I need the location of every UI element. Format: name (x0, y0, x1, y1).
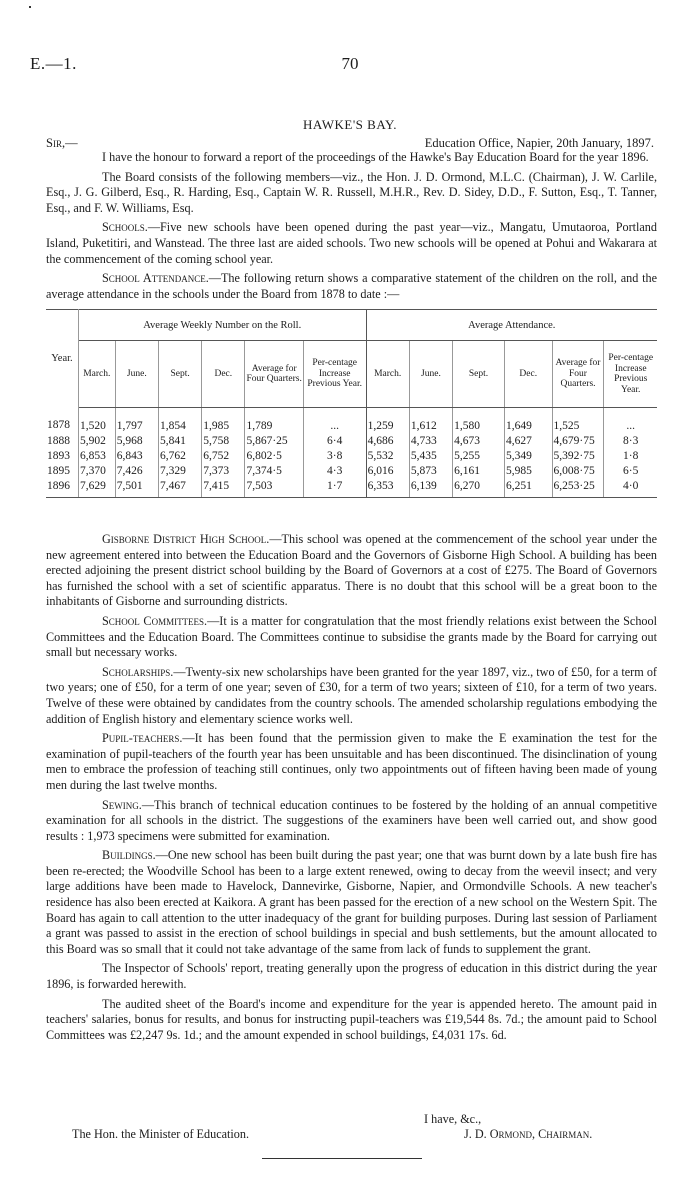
table-body (46, 408, 657, 498)
table-cell: 7,503 (245, 478, 303, 498)
sewing-heading: Sewing. (102, 797, 142, 812)
table-cell: 6,251 (504, 478, 552, 498)
para-sewing (46, 798, 657, 845)
main-body (46, 532, 657, 1047)
table-cell: 6·4 (303, 433, 366, 448)
table-cell: 1,525 (552, 408, 604, 434)
year-cell: 1893 (46, 448, 78, 463)
col-header: Sept. (453, 341, 505, 408)
col-header: Dec. (202, 341, 245, 408)
table-cell: 6,752 (202, 448, 245, 463)
col-header: Per-centage Increase Previous Year. (303, 341, 366, 408)
para-gisborne (46, 532, 657, 610)
signature: J. D. Ormond, Chairman. (464, 1127, 593, 1141)
table-cell: 8·3 (623, 434, 639, 447)
buildings-heading: Buildings. (102, 848, 156, 863)
year-cell: 1896 (46, 478, 78, 498)
table-cell: 4,686 (366, 433, 409, 448)
table-cell: 6,853 (78, 448, 115, 463)
table-cell: 5,841 (158, 433, 201, 448)
table-cell: 7,374·5 (245, 463, 303, 478)
section-title: HAWKE'S BAY. (303, 117, 397, 132)
table-cell: 1·8 (623, 449, 639, 462)
table-cell: 1·7 (303, 478, 366, 498)
table-cell: 6,843 (115, 448, 158, 463)
schools-text: —Five new schools have been opened during the past year—viz., Mangatu, Umutaoroa, Portland Island, Puketitiri, and Wanstead. The three last are aided schools. Two new schools will be opened at Pohui and Wakarara at the commencement of the coming school year. (46, 220, 657, 266)
table-cell: 4·3 (303, 463, 366, 478)
para-scholarships (46, 665, 657, 727)
table-cell: 1,580 (453, 408, 505, 434)
report-code: E.—1. (30, 54, 77, 73)
table-cell: 6,139 (409, 478, 452, 498)
table-cell: 7,426 (115, 463, 158, 478)
gisborne-heading: Gisborne District High School. (102, 532, 270, 546)
table-cell: 5,902 (78, 433, 115, 448)
col-header: Dec. (504, 341, 552, 408)
pupil-teachers-heading: Pupil-teachers. (102, 731, 183, 746)
table-cell: 5,532 (366, 448, 409, 463)
table-cell: 7,501 (115, 478, 158, 498)
table-cell: 4,627 (504, 433, 552, 448)
para-pupil-teachers (46, 731, 657, 793)
buildings-text: —One new school has been built during the past year; one that was burnt down by a late bush fire has been re-erected; the Woodville School has been to a large extent renewed, owing to decay from the weevil insect; and very large additions have been made to Havelock, Dannevirke, Gisborne, Napier, and Ormondville Schools. A new teacher's residence has also been erected at Kaikora. A grant has been passed for the erection of a new school on the Western Spit. The Board has again to call attention to the utter inadequacy of the grant for building purposes. During last session of Parliament a grant was passed to assist in the erection of school buildings in special and bush settlements, but the amount allocated to this Board was so small that it could not take advantage of the same from lack of funds to supplement the grant. (46, 848, 657, 956)
page-number: 70 (341, 54, 359, 73)
table-row (46, 448, 657, 463)
table-cell: 5,392·75 (552, 448, 604, 463)
para-audited: The audited sheet of the Board's income and expenditure for the year is appended hereto. The amount paid in teachers' salaries, bonus for results, and bonus for instructing pupil-teachers was £19,544 8s. 7d.; the amount paid to School Committees was £2,247 9s. 1d.; and the amount expended in school buildings, £4,031 17s. 6d. (46, 996, 657, 1042)
table-cell: 6·5 (623, 464, 639, 477)
table-cell: 6,270 (453, 478, 505, 498)
table-cell: ... (303, 408, 366, 434)
col-header: Average for Four Quarters. (552, 341, 604, 408)
committees-text: —It is a matter for congratulation that the most friendly relations exist between the School Committees and the Education Board. The Committees continue to subsidise the grants made by the Board for carrying out small but necessary works. (46, 613, 657, 660)
attendance-table (46, 309, 657, 498)
table-cell: 6,161 (453, 463, 505, 478)
table-cell: 1,612 (409, 408, 452, 434)
scholarships-text: —Twenty-six new scholarships have been granted for the year 1897, viz., two of £50, for a term of two years; one of £50, for a term of one year; seven of £30, for a term of two years; sixteen of £10, for a term of two years. Twelve of these were obtained by candidates from the country schools. The amended scholarship regulations embodying the addition of English history and elementary science works well. (46, 664, 657, 726)
table-cell: 4·0 (604, 478, 657, 498)
end-rule (262, 1158, 422, 1159)
year-cell: 1888 (46, 433, 78, 448)
table-cell: 7,415 (202, 478, 245, 498)
table-cell: 1,649 (504, 408, 552, 434)
year-header: Year. (46, 310, 78, 408)
table-row (46, 408, 657, 434)
schools-heading: Schools. (102, 220, 148, 235)
table-cell: 5,873 (409, 463, 452, 478)
table-cell: 7,370 (78, 463, 115, 478)
col-header: June. (115, 341, 158, 408)
table-cell: 1,789 (245, 408, 303, 434)
table-cell: 5,435 (409, 448, 452, 463)
intro-body (46, 150, 657, 306)
para-committees (46, 614, 657, 661)
pupil-teachers-text: —It has been found that the permission given to make the E examination the test for the examination of pupil-teachers of the fourth year has been unsuitable and has been discontinued. The disinclination of young men to embrace the profession of teaching still continues, only two appointments out of fifteen having been made of young men during the last twelve months. (46, 731, 657, 792)
table-cell: 6,762 (158, 448, 201, 463)
col-header: Per-centage Increase Previous Year. (604, 341, 657, 408)
table-cell: 6,008·75 (552, 463, 604, 478)
table-cell: 1,797 (115, 408, 158, 434)
table-cell: 5,255 (453, 448, 505, 463)
table-cell: 7,373 (202, 463, 245, 478)
table-cell: 1,985 (202, 408, 245, 434)
gisborne-text: —This school was opened at the commencement of the school year under the new agreement entered into between the Education Board and the Governors of Gisborne High School. A building has been erected adjoining the present district school building by the Board of Governors at a cost of £275. The Board of Governors has furnished the school with a set of scientific apparatus. There is no doubt that this school will be a great boon to the inhabitants of Gisborne and surrounding districts. (46, 532, 657, 609)
attendance-text: —The following return shows a comparative statement of the children on the roll, and the average attendance in the schools under the Board from 1878 to date :— (46, 271, 657, 301)
office-dateline: Education Office, Napier, 20th January, 1897. (424, 136, 654, 150)
para-schools (46, 220, 657, 267)
table-cell: 5,985 (504, 463, 552, 478)
table-row (46, 463, 657, 478)
table-cell: 1,854 (158, 408, 201, 434)
table-cell: 4,673 (453, 433, 505, 448)
table-row (46, 478, 657, 498)
para-board-members: The Board consists of the following members—viz., the Hon. J. D. Ormond, M.L.C. (Chairman), J. W. Carlile, Esq., J. G. Gilberd, Esq., R. Harding, Esq., Captain W. R. Russell, M.H.R., Rev. D. Sidey, D.D., F. Sutton, Esq., T. Tanner, Esq., and F. W. Williams, Esq. (46, 169, 657, 215)
table-cell: 5,758 (202, 433, 245, 448)
year-cell: 1878 (46, 408, 78, 434)
table-cell: 6,016 (366, 463, 409, 478)
table-cell: 1,259 (366, 408, 409, 434)
table-cell: 6,802·5 (245, 448, 303, 463)
table-cell: 6,253·25 (552, 478, 604, 498)
salutation: Sir,— (46, 136, 78, 150)
col-header: Sept. (158, 341, 201, 408)
committees-heading: School Committees. (102, 613, 208, 628)
col-header: March. (366, 341, 409, 408)
attendance-heading: School Attendance. (102, 271, 209, 286)
attendance-group-header: Average Attendance. (366, 310, 657, 341)
col-header: June. (409, 341, 452, 408)
table-cell: 7,467 (158, 478, 201, 498)
closing-line: I have, &c., (424, 1112, 482, 1126)
scholarships-heading: Scholarships. (102, 664, 174, 679)
sewing-text: —This branch of technical education continues to be fostered by the holding of an annual competitive examination for all schools in the district. The suggestions of the examiners have been well carried out, and show good results : 1,973 specimens were submitted for examination. (46, 797, 657, 843)
para-forward: I have the honour to forward a report of the proceedings of the Hawke's Bay Education Board for the year 1896. (102, 150, 649, 164)
table-cell: 7,329 (158, 463, 201, 478)
para-buildings (46, 848, 657, 957)
addressee: The Hon. the Minister of Education. (72, 1127, 250, 1141)
speck (29, 6, 31, 8)
para-inspector: The Inspector of Schools' report, treating generally upon the progress of education in this district during the year 1896, is forwarded herewith. (46, 961, 657, 992)
table-cell: 4,733 (409, 433, 452, 448)
table-cell: 5,867·25 (245, 433, 303, 448)
table-cell: 3·8 (303, 448, 366, 463)
col-header: Average for Four Quarters. (245, 341, 303, 408)
para-attendance (46, 271, 657, 302)
table-row (46, 433, 657, 448)
table-cell: 5,349 (504, 448, 552, 463)
roll-group-header: Average Weekly Number on the Roll. (78, 310, 366, 341)
table-cell: 1,520 (78, 408, 115, 434)
table-cell: ... (626, 419, 636, 432)
table-cell: 6,353 (366, 478, 409, 498)
col-header: March. (78, 341, 115, 408)
table-cell: 7,629 (78, 478, 115, 498)
table-cell: 5,968 (115, 433, 158, 448)
table-cell: 4,679·75 (552, 433, 604, 448)
year-cell: 1895 (46, 463, 78, 478)
